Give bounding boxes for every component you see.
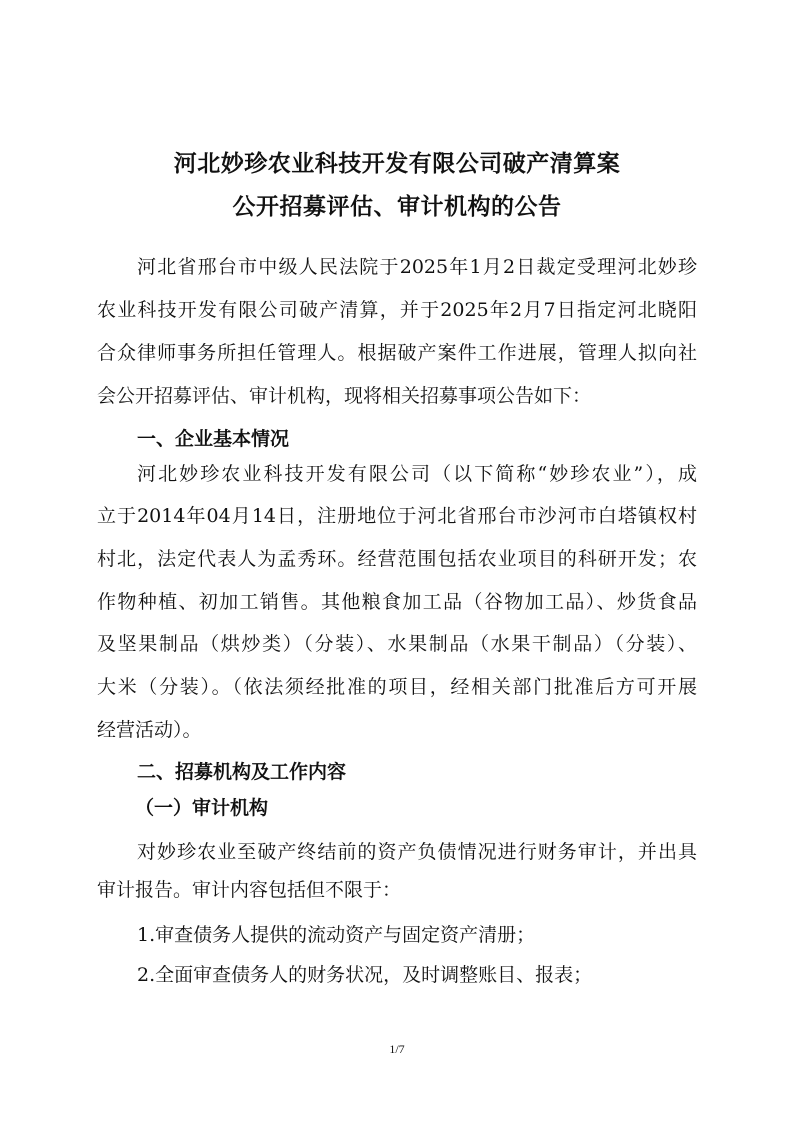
intro-line-2: 农业科技开发有限公司破产清算，并于2025年2月7日指定河北晓阳 (97, 299, 697, 321)
section-1-heading: 一、企业基本情况 (137, 428, 290, 450)
subsection-1-heading: （一）审计机构 (135, 797, 269, 819)
page-number: 1/7 (389, 1042, 405, 1056)
list-item-2: 2.全面审查债务人的财务状况，及时调整账目、报表； (137, 964, 593, 986)
list-item-1: 1.审查债务人提供的流动资产与固定资产清册； (137, 924, 536, 946)
section-1-line-1: 河北妙珍农业科技开发有限公司（以下简称“妙珍农业”），成 (137, 463, 697, 485)
section-2-heading: 二、招募机构及工作内容 (137, 761, 347, 783)
section-1-line-3: 村北，法定代表人为孟秀环。经营范围包括农业项目的科研开发；农 (97, 548, 697, 570)
intro-line-1: 河北省邢台市中级人民法院于2025年1月2日裁定受理河北妙珍 (137, 256, 697, 278)
intro-line-3: 合众律师事务所担任管理人。根据破产案件工作进展，管理人拟向社 (97, 342, 697, 364)
section-1-line-6: 大米（分装）。（依法须经批准的项目，经相关部门批准后方可开展 (97, 676, 697, 698)
subsection-1-line-2: 审计报告。审计内容包括但不限于： (97, 879, 402, 901)
document-title-line-2: 公开招募评估、审计机构的公告 (232, 194, 562, 220)
section-1-line-4: 作物种植、初加工销售。其他粮食加工品（谷物加工品）、炒货食品 (97, 591, 697, 613)
section-1-line-5: 及坚果制品（烘炒类）（分装）、水果制品（水果干制品）（分装）、 (97, 633, 697, 655)
intro-line-4: 会公开招募评估、审计机构，现将相关招募事项公告如下： (97, 385, 592, 407)
document-title-line-1: 河北妙珍农业科技开发有限公司破产清算案 (173, 151, 621, 177)
section-1-line-2: 立于2014年04月14日，注册地位于河北省邢台市沙河市白塔镇权村 (97, 505, 697, 527)
subsection-1-line-1: 对妙珍农业至破产终结前的资产负债情况进行财务审计，并出具 (137, 841, 697, 863)
section-1-line-7: 经营活动）。 (97, 719, 202, 741)
